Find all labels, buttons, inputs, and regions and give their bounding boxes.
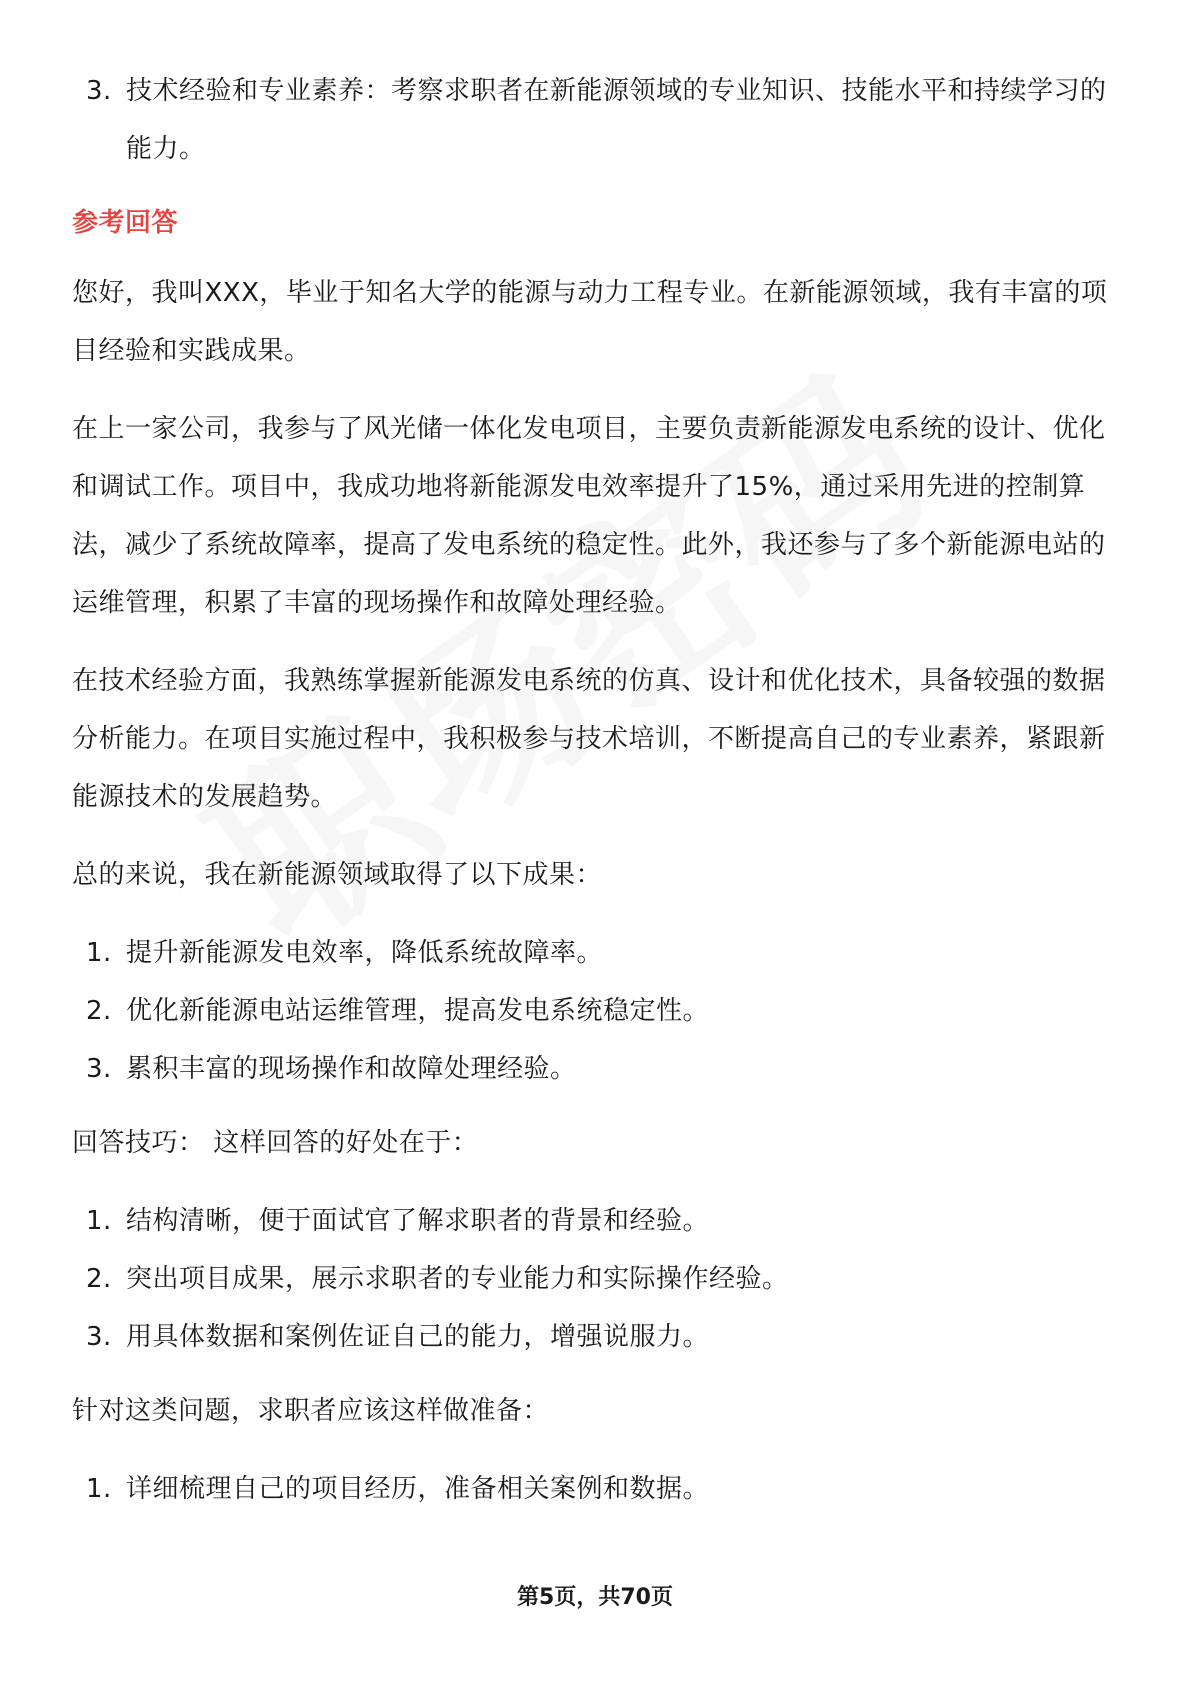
paragraph-intro: 您好，我叫XXX，毕业于知名大学的能源与动力工程专业。在新能源领域，我有丰富的项目经验和实践成果。: [72, 278, 1108, 366]
list-text: 突出项目成果，展示求职者的专业能力和实际操作经验。: [126, 1264, 789, 1294]
achievements-list: [72, 924, 1120, 1098]
list-item: [72, 1192, 1120, 1250]
list-text: 提升新能源发电效率，降低系统故障率。: [126, 938, 604, 968]
prep-list: [72, 1460, 1120, 1518]
list-item: [72, 1250, 1120, 1308]
list-text: 技术经验和专业素养：考察求职者在新能源领域的专业知识、技能水平和持续学习的能力。: [126, 76, 1107, 164]
list-text: 累积丰富的现场操作和故障处理经验。: [126, 1054, 577, 1084]
tips-list: [72, 1192, 1120, 1366]
list-text: 用具体数据和案例佐证自己的能力，增强说服力。: [126, 1322, 710, 1352]
list-item: [72, 62, 1120, 178]
list-text: 详细梳理自己的项目经历，准备相关案例和数据。: [126, 1474, 710, 1504]
page-footer: 第5页，共70页: [517, 1585, 673, 1610]
list-item: [72, 1040, 1120, 1098]
list-number: 1.: [86, 1474, 112, 1504]
list-text: 结构清晰，便于面试官了解求职者的背景和经验。: [126, 1206, 710, 1236]
tips-heading: 回答技巧： 这样回答的好处在于：: [72, 1128, 479, 1158]
list-item: [72, 924, 1120, 982]
intro-list: [72, 62, 1120, 178]
list-number: 2.: [86, 996, 112, 1026]
list-number: 3.: [86, 76, 112, 106]
list-number: 3.: [86, 1054, 112, 1084]
page-content: [72, 62, 1120, 1534]
list-item: [72, 1460, 1120, 1518]
list-item: [72, 1308, 1120, 1366]
list-number: 3.: [86, 1322, 112, 1352]
paragraph-skills: 在技术经验方面，我熟练掌握新能源发电系统的仿真、设计和优化技术，具备较强的数据分析能力。在项目实施过程中，我积极参与技术培训，不断提高自己的专业素养，紧跟新能源技术的发展趋势。: [72, 666, 1106, 812]
paragraph-project: 在上一家公司，我参与了风光储一体化发电项目，主要负责新能源发电系统的设计、优化和调试工作。项目中，我成功地将新能源发电效率提升了15%，通过采用先进的控制算法，减少了系统故障率，提高了发电系统的稳定性。此外，我还参与了多个新能源电站的运维管理，积累了丰富的现场操作和故障处理经验。: [72, 414, 1106, 618]
list-item: [72, 982, 1120, 1040]
prep-heading: 针对这类问题，求职者应该这样做准备：: [72, 1396, 550, 1426]
paragraph-summary: 总的来说，我在新能源领域取得了以下成果：: [72, 860, 603, 890]
list-number: 1.: [86, 938, 112, 968]
list-number: 1.: [86, 1206, 112, 1236]
answer-heading: 参考回答: [72, 208, 179, 238]
list-text: 优化新能源电站运维管理，提高发电系统稳定性。: [126, 996, 710, 1026]
list-number: 2.: [86, 1264, 112, 1294]
